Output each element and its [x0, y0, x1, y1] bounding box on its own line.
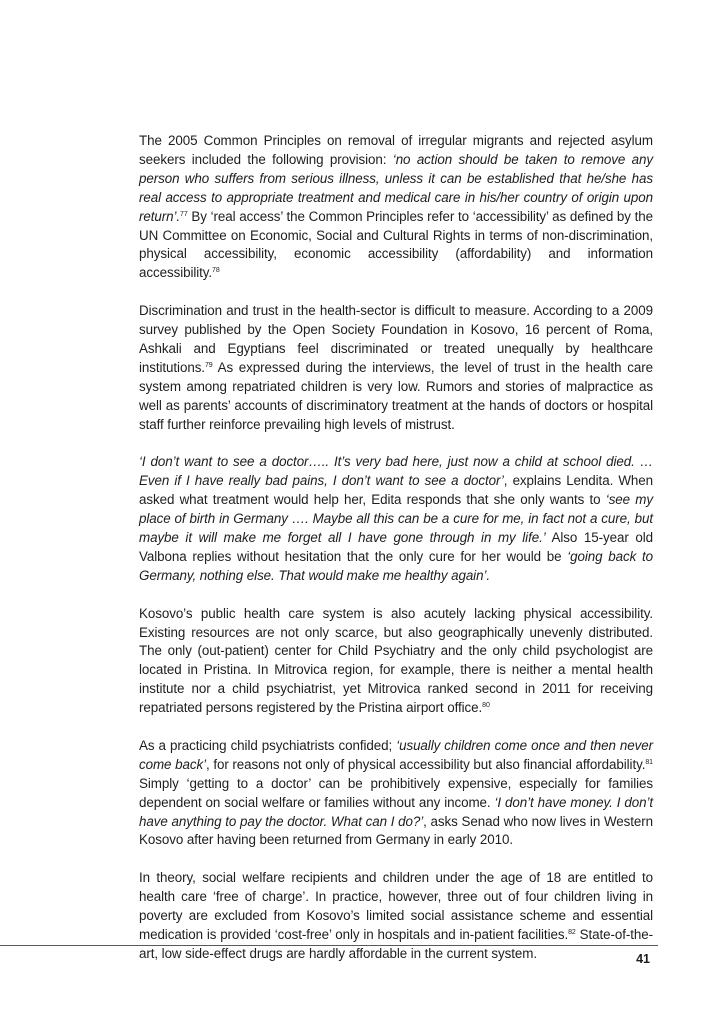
body-span: , explains Lendita. When asked what treatment would help her, Edita responds that she only wants to [139, 473, 653, 508]
body-span: In theory, social welfare recipients and children under the age of 18 are entitled to health care ‘free of charge’. In practice, however, three out of four children living in poverty are excluded from Kosovo’s limited social assistance scheme and essential medication is provided ‘cost-free’ only in hospitals and in-patient facilities. [139, 870, 653, 942]
footnote-ref: 82 [568, 928, 576, 936]
body-text [139, 132, 653, 983]
body-span: , asks Senad who now lives in Western Kosovo after having been returned from Germany in early 2010. [139, 813, 654, 848]
body-span: The 2005 Common Principles on removal of irregular migrants and rejected asylum seekers included the following provision: [139, 133, 653, 167]
paragraph [139, 869, 653, 964]
body-span: Simply ‘getting to a doctor’ can be prohibitively expensive, especially for families dependent on social welfare or families without any income. [139, 775, 653, 810]
paragraph [139, 132, 653, 283]
body-span: By ‘real access’ the Common Principles refer to ‘accessibility’ as defined by the UN Committee on Economic, Social and Cultural Rights in terms of non-discrimination, physical accessibility, economic accessibility (affordability) and information accessibility. [139, 208, 653, 281]
paragraph [139, 302, 653, 434]
footnote-ref: 79 [204, 361, 213, 369]
body-span: Discrimination and trust in the health-sector is difficult to measure. According to a 2009 survey published by the Open Society Foundation in Kosovo, 16 percent of Roma, Ashkali and Egyptians feel discriminated or treated unequally by healthcare institutions. [139, 303, 653, 375]
quote-text: ‘going back to Germany, nothing else. That would make me healthy again’. [139, 548, 653, 583]
quote-text: ‘I don’t want to see a doctor….. It’s very bad here, just now a child at school died. … Even if I have really bad pains, I don’t want to see a doctor’ [139, 454, 653, 489]
quote-text: ‘I don’t have money. I don’t have anything to pay the doctor. What can I do?’ [139, 794, 654, 829]
body-span: As expressed during the interviews, the level of trust in the health care system among repatriated children is very low. Rumors and stories of malpractice as well as parents’ accounts of discriminatory treatment at the hands of doctors or hospital staff further reinforce prevailing high levels of mistrust. [139, 359, 653, 432]
paragraph [139, 737, 653, 850]
footnote-ref: 80 [482, 702, 490, 710]
footnote-ref: 81 [645, 758, 653, 766]
quote-text: ‘usually children come once and then never come back’ [139, 737, 653, 772]
paragraph [139, 453, 653, 585]
footer-rule [0, 945, 658, 946]
body-span: Kosovo’s public health care system is also acutely lacking physical accessibility. Existing resources are not only scarce, but also geographically unevenly distributed. The only (out-patient) center for Child Psychiatry and the only child psychologist are located in Pristina. In Mitrovica region, for example, there is neither a mental health institute nor a child psychiatrist, yet Mitrovica ranked second in 2011 for receiving repatriated persons registered by the Pristina airport office. [139, 605, 653, 716]
body-span: State-of-the-art, low side-effect drugs are hardly affordable in the current system. [139, 926, 653, 961]
footnote-ref: 77 [180, 210, 188, 218]
body-span: As a practicing child psychiatrists confided; [139, 737, 397, 753]
body-span: Also 15-year old Valbona replies without hesitation that the only cure for her would be [139, 530, 653, 564]
body-span: , for reasons not only of physical accessibility but also financial affordability. [205, 756, 646, 772]
quote-text: ‘no action should be taken to remove any person who suffers from serious illness, unless it can be established that he/she has real access to appropriate treatment and medical care in his/her country of origin upon return’. [139, 151, 654, 224]
page-number: 41 [636, 952, 650, 966]
quote-text: ‘see my place of birth in Germany …. Maybe all this can be a cure for me, in fact not a cure, but maybe it will make me forget all I have gone through in my life.’ [139, 492, 653, 545]
footnote-ref: 78 [212, 267, 220, 275]
paragraph [139, 605, 653, 718]
